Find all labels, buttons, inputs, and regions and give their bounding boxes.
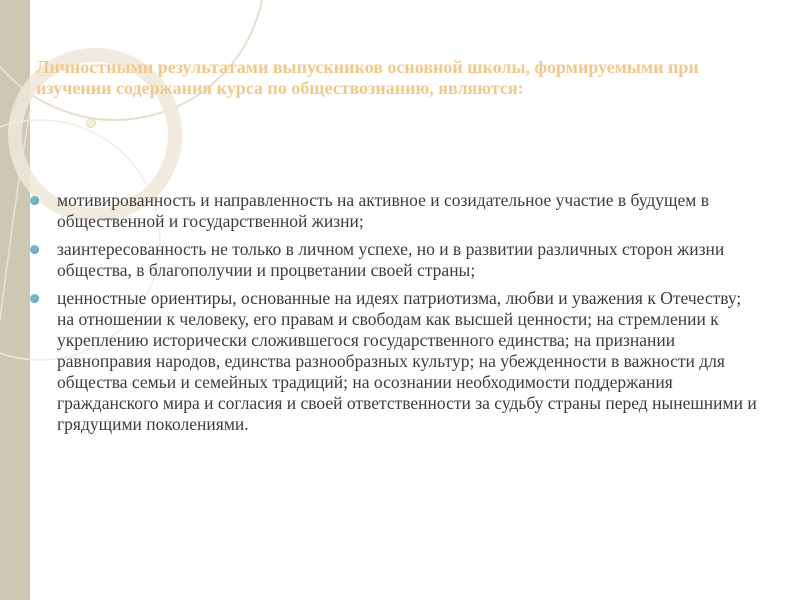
bullet-item <box>30 190 760 232</box>
slide-title: Личностными результатами выпускников основной школы, формируемыми при изучении содержания курса по обществознанию, являются: <box>36 57 699 98</box>
bullet-item <box>30 288 760 435</box>
decorative-dot <box>86 118 96 128</box>
bullet-icon <box>30 196 39 205</box>
bullet-icon <box>30 294 39 303</box>
bullet-text: мотивированность и направленность на активное и созидательное участие в будущем в общественной и государственной жизни; <box>57 190 709 231</box>
bullet-text: ценностные ориентиры, основанные на идеях патриотизма, любви и уважения к Отечеству; на отношении к человеку, его правам и свободам как высшей ценности; на стремлении к укреплению исторически сложившегося государственного единства; на признании равноправия народов, единства разнообразных культур; на убежденности в важности для общества семьи и семейных традиций; на осознании необходимости поддержания гражданского мира и согласия и своей ответственности за судьбу страны перед нынешними и грядущими поколениями. <box>57 288 757 434</box>
bullet-item <box>30 239 760 281</box>
bullet-icon <box>30 245 39 254</box>
bullet-list <box>30 190 760 442</box>
bullet-text: заинтересованность не только в личном успехе, но и в развитии различных сторон жизни общества, в благополучии и процветании своей страны; <box>57 239 725 280</box>
left-decorative-band <box>0 0 30 600</box>
